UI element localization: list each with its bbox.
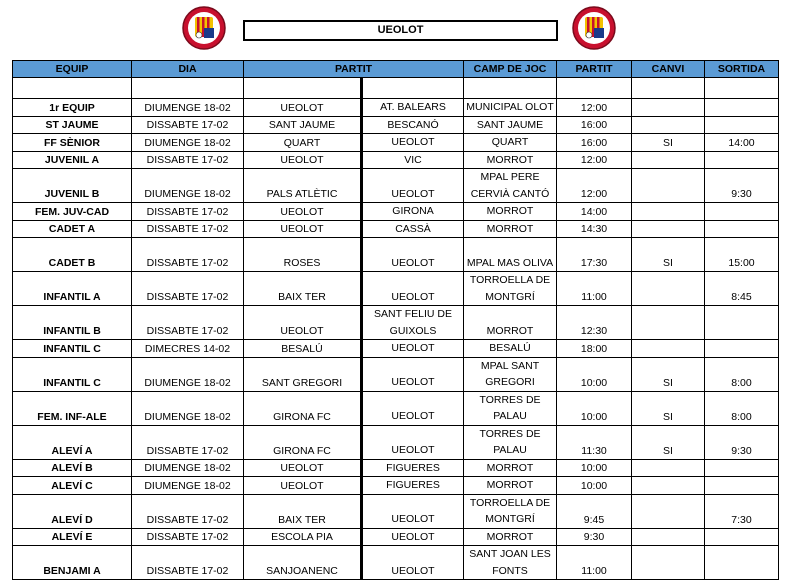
col-header-equip: EQUIP [13,61,132,78]
team-cell: FF SÈNIOR [13,134,132,152]
team-cell: ALEVÍ D [13,494,132,528]
team-cell: INFANTIL C [13,357,132,391]
away-team-cell: FIGUERES [362,477,464,495]
table-row [13,391,779,425]
kickoff-time-cell: 16:00 [557,116,632,134]
table-row [13,528,779,546]
table-row [13,494,779,528]
change-cell [632,151,705,169]
col-header-canvi: CANVI [632,61,705,78]
table-row [13,459,779,477]
departure-time-cell [705,477,779,495]
kickoff-time-cell: 14:00 [557,203,632,221]
kickoff-time-cell: 18:00 [557,340,632,358]
kickoff-time-cell: 17:30 [557,238,632,272]
date-cell: DIUMENGE 18-02 [132,169,244,203]
field-cell: MORROT [464,477,557,495]
departure-time-cell [705,528,779,546]
date-cell: DIUMENGE 18-02 [132,459,244,477]
change-cell [632,477,705,495]
field-cell: MPAL MAS OLIVA [464,238,557,272]
departure-time-cell [705,116,779,134]
table-row [13,203,779,221]
change-cell [632,459,705,477]
field-cell: TORRES DE PALAU [464,391,557,425]
home-team-cell: ROSES [244,238,362,272]
departure-time-cell: 9:30 [705,169,779,203]
date-cell: DISSABTE 17-02 [132,494,244,528]
table-row [13,116,779,134]
table-row [13,425,779,459]
home-team-cell: ESCOLA PIA [244,528,362,546]
field-cell: MORROT [464,459,557,477]
departure-time-cell [705,203,779,221]
col-header-sortida: SORTIDA [705,61,779,78]
kickoff-time-cell: 9:45 [557,494,632,528]
kickoff-time-cell: 11:00 [557,546,632,580]
departure-time-cell: 15:00 [705,238,779,272]
away-team-cell: UEOLOT [362,340,464,358]
home-team-cell: SANT JAUME [244,116,362,134]
departure-time-cell: 8:45 [705,272,779,306]
departure-time-cell [705,99,779,117]
away-team-cell: CASSÀ [362,220,464,238]
departure-time-cell: 7:30 [705,494,779,528]
change-cell: SI [632,238,705,272]
team-cell: CADET A [13,220,132,238]
home-team-cell: QUART [244,134,362,152]
table-row [13,340,779,358]
home-team-cell: UEOLOT [244,99,362,117]
field-cell: MORROT [464,203,557,221]
home-team-cell: SANJOANENC [244,546,362,580]
field-cell: MORROT [464,220,557,238]
table-row [13,306,779,340]
page-title: UEOLOT [243,20,558,41]
empty-cell [244,78,362,99]
away-team-cell: VIC [362,151,464,169]
home-team-cell: PALS ATLÈTIC [244,169,362,203]
date-cell: DISSABTE 17-02 [132,272,244,306]
change-cell: SI [632,391,705,425]
date-cell: DISSABTE 17-02 [132,546,244,580]
change-cell: SI [632,357,705,391]
away-team-cell: UEOLOT [362,528,464,546]
team-cell: JUVENIL A [13,151,132,169]
date-cell: DIUMENGE 18-02 [132,391,244,425]
kickoff-time-cell: 10:00 [557,357,632,391]
date-cell: DISSABTE 17-02 [132,238,244,272]
table-row [13,357,779,391]
table-row [13,220,779,238]
date-cell: DISSABTE 17-02 [132,116,244,134]
home-team-cell: UEOLOT [244,151,362,169]
team-cell: INFANTIL A [13,272,132,306]
change-cell [632,169,705,203]
date-cell: DIUMENGE 18-02 [132,134,244,152]
away-team-cell: UEOLOT [362,272,464,306]
empty-cell [705,78,779,99]
away-team-cell: UEOLOT [362,546,464,580]
team-cell: FEM. INF-ALE [13,391,132,425]
empty-cell [132,78,244,99]
departure-time-cell [705,546,779,580]
col-header-dia: DIA [132,61,244,78]
field-cell: TORROELLA DE MONTGRÍ [464,272,557,306]
away-team-cell: UEOLOT [362,134,464,152]
header-row [13,61,779,78]
table-row [13,99,779,117]
home-team-cell: BAIX TER [244,272,362,306]
home-team-cell: UEOLOT [244,203,362,221]
table-row [13,238,779,272]
col-header-hora: PARTIT [557,61,632,78]
team-cell: ST JAUME [13,116,132,134]
team-cell: ALEVÍ C [13,477,132,495]
change-cell [632,99,705,117]
kickoff-time-cell: 11:00 [557,272,632,306]
table-row [13,477,779,495]
change-cell [632,116,705,134]
date-cell: DIUMENGE 18-02 [132,357,244,391]
home-team-cell: GIRONA FC [244,391,362,425]
kickoff-time-cell: 9:30 [557,528,632,546]
change-cell [632,546,705,580]
team-cell: BENJAMI A [13,546,132,580]
field-cell: SANT JOAN LES FONTS [464,546,557,580]
away-team-cell: UEOLOT [362,425,464,459]
field-cell: MORROT [464,528,557,546]
change-cell: SI [632,425,705,459]
date-cell: DISSABTE 17-02 [132,203,244,221]
departure-time-cell: 8:00 [705,391,779,425]
departure-time-cell: 9:30 [705,425,779,459]
home-team-cell: BESALÚ [244,340,362,358]
table-row [13,169,779,203]
spacer-row [13,78,779,99]
empty-cell [632,78,705,99]
team-cell: INFANTIL B [13,306,132,340]
home-team-cell: UEOLOT [244,220,362,238]
departure-time-cell [705,220,779,238]
away-team-cell: AT. BALEARS [362,99,464,117]
field-cell: MPAL SANT GREGORI [464,357,557,391]
departure-time-cell [705,151,779,169]
date-cell: DISSABTE 17-02 [132,151,244,169]
team-cell: FEM. JUV-CAD [13,203,132,221]
team-cell: CADET B [13,238,132,272]
kickoff-time-cell: 11:30 [557,425,632,459]
field-cell: SANT JAUME [464,116,557,134]
date-cell: DISSABTE 17-02 [132,528,244,546]
team-cell: ALEVÍ B [13,459,132,477]
away-team-cell: FIGUERES [362,459,464,477]
kickoff-time-cell: 10:00 [557,459,632,477]
departure-time-cell [705,459,779,477]
change-cell: SI [632,134,705,152]
schedule-table [12,60,779,580]
field-cell: QUART [464,134,557,152]
departure-time-cell [705,306,779,340]
empty-cell [13,78,132,99]
home-team-cell: UEOLOT [244,477,362,495]
team-cell: ALEVÍ E [13,528,132,546]
empty-cell [557,78,632,99]
club-crest-icon [572,6,616,50]
kickoff-time-cell: 12:00 [557,99,632,117]
field-cell: BESALÚ [464,340,557,358]
change-cell [632,306,705,340]
table-row [13,151,779,169]
table-row [13,546,779,580]
field-cell: TORROELLA DE MONTGRÍ [464,494,557,528]
date-cell: DIUMENGE 18-02 [132,99,244,117]
change-cell [632,340,705,358]
away-team-cell: BESCANÓ [362,116,464,134]
date-cell: DISSABTE 17-02 [132,220,244,238]
table-row [13,134,779,152]
team-cell: ALEVÍ A [13,425,132,459]
home-team-cell: GIRONA FC [244,425,362,459]
field-cell: MORROT [464,151,557,169]
departure-time-cell: 8:00 [705,357,779,391]
change-cell [632,220,705,238]
date-cell: DISSABTE 17-02 [132,425,244,459]
date-cell: DIMECRES 14-02 [132,340,244,358]
field-cell: TORRES DE PALAU [464,425,557,459]
date-cell: DIUMENGE 18-02 [132,477,244,495]
home-team-cell: UEOLOT [244,459,362,477]
change-cell [632,528,705,546]
away-team-cell: UEOLOT [362,169,464,203]
away-team-cell: GIRONA [362,203,464,221]
kickoff-time-cell: 16:00 [557,134,632,152]
team-cell: 1r EQUIP [13,99,132,117]
departure-time-cell [705,340,779,358]
empty-cell [362,78,464,99]
kickoff-time-cell: 12:00 [557,151,632,169]
date-cell: DISSABTE 17-02 [132,306,244,340]
change-cell [632,272,705,306]
departure-time-cell: 14:00 [705,134,779,152]
field-cell: MPAL PERE CERVIÀ CANTÓ [464,169,557,203]
away-team-cell: UEOLOT [362,238,464,272]
change-cell [632,494,705,528]
away-team-cell: UEOLOT [362,391,464,425]
home-team-cell: SANT GREGORI [244,357,362,391]
away-team-cell: SANT FELIU DE GUIXOLS [362,306,464,340]
empty-cell [464,78,557,99]
col-header-camp: CAMP DE JOC [464,61,557,78]
col-header-partit: PARTIT [244,61,464,78]
home-team-cell: UEOLOT [244,306,362,340]
club-crest-icon [182,6,226,50]
kickoff-time-cell: 14:30 [557,220,632,238]
field-cell: MUNICIPAL OLOT [464,99,557,117]
kickoff-time-cell: 10:00 [557,391,632,425]
team-cell: INFANTIL C [13,340,132,358]
kickoff-time-cell: 12:00 [557,169,632,203]
kickoff-time-cell: 10:00 [557,477,632,495]
change-cell [632,203,705,221]
field-cell: MORROT [464,306,557,340]
home-team-cell: BAIX TER [244,494,362,528]
team-cell: JUVENIL B [13,169,132,203]
kickoff-time-cell: 12:30 [557,306,632,340]
away-team-cell: UEOLOT [362,357,464,391]
table-row [13,272,779,306]
away-team-cell: UEOLOT [362,494,464,528]
